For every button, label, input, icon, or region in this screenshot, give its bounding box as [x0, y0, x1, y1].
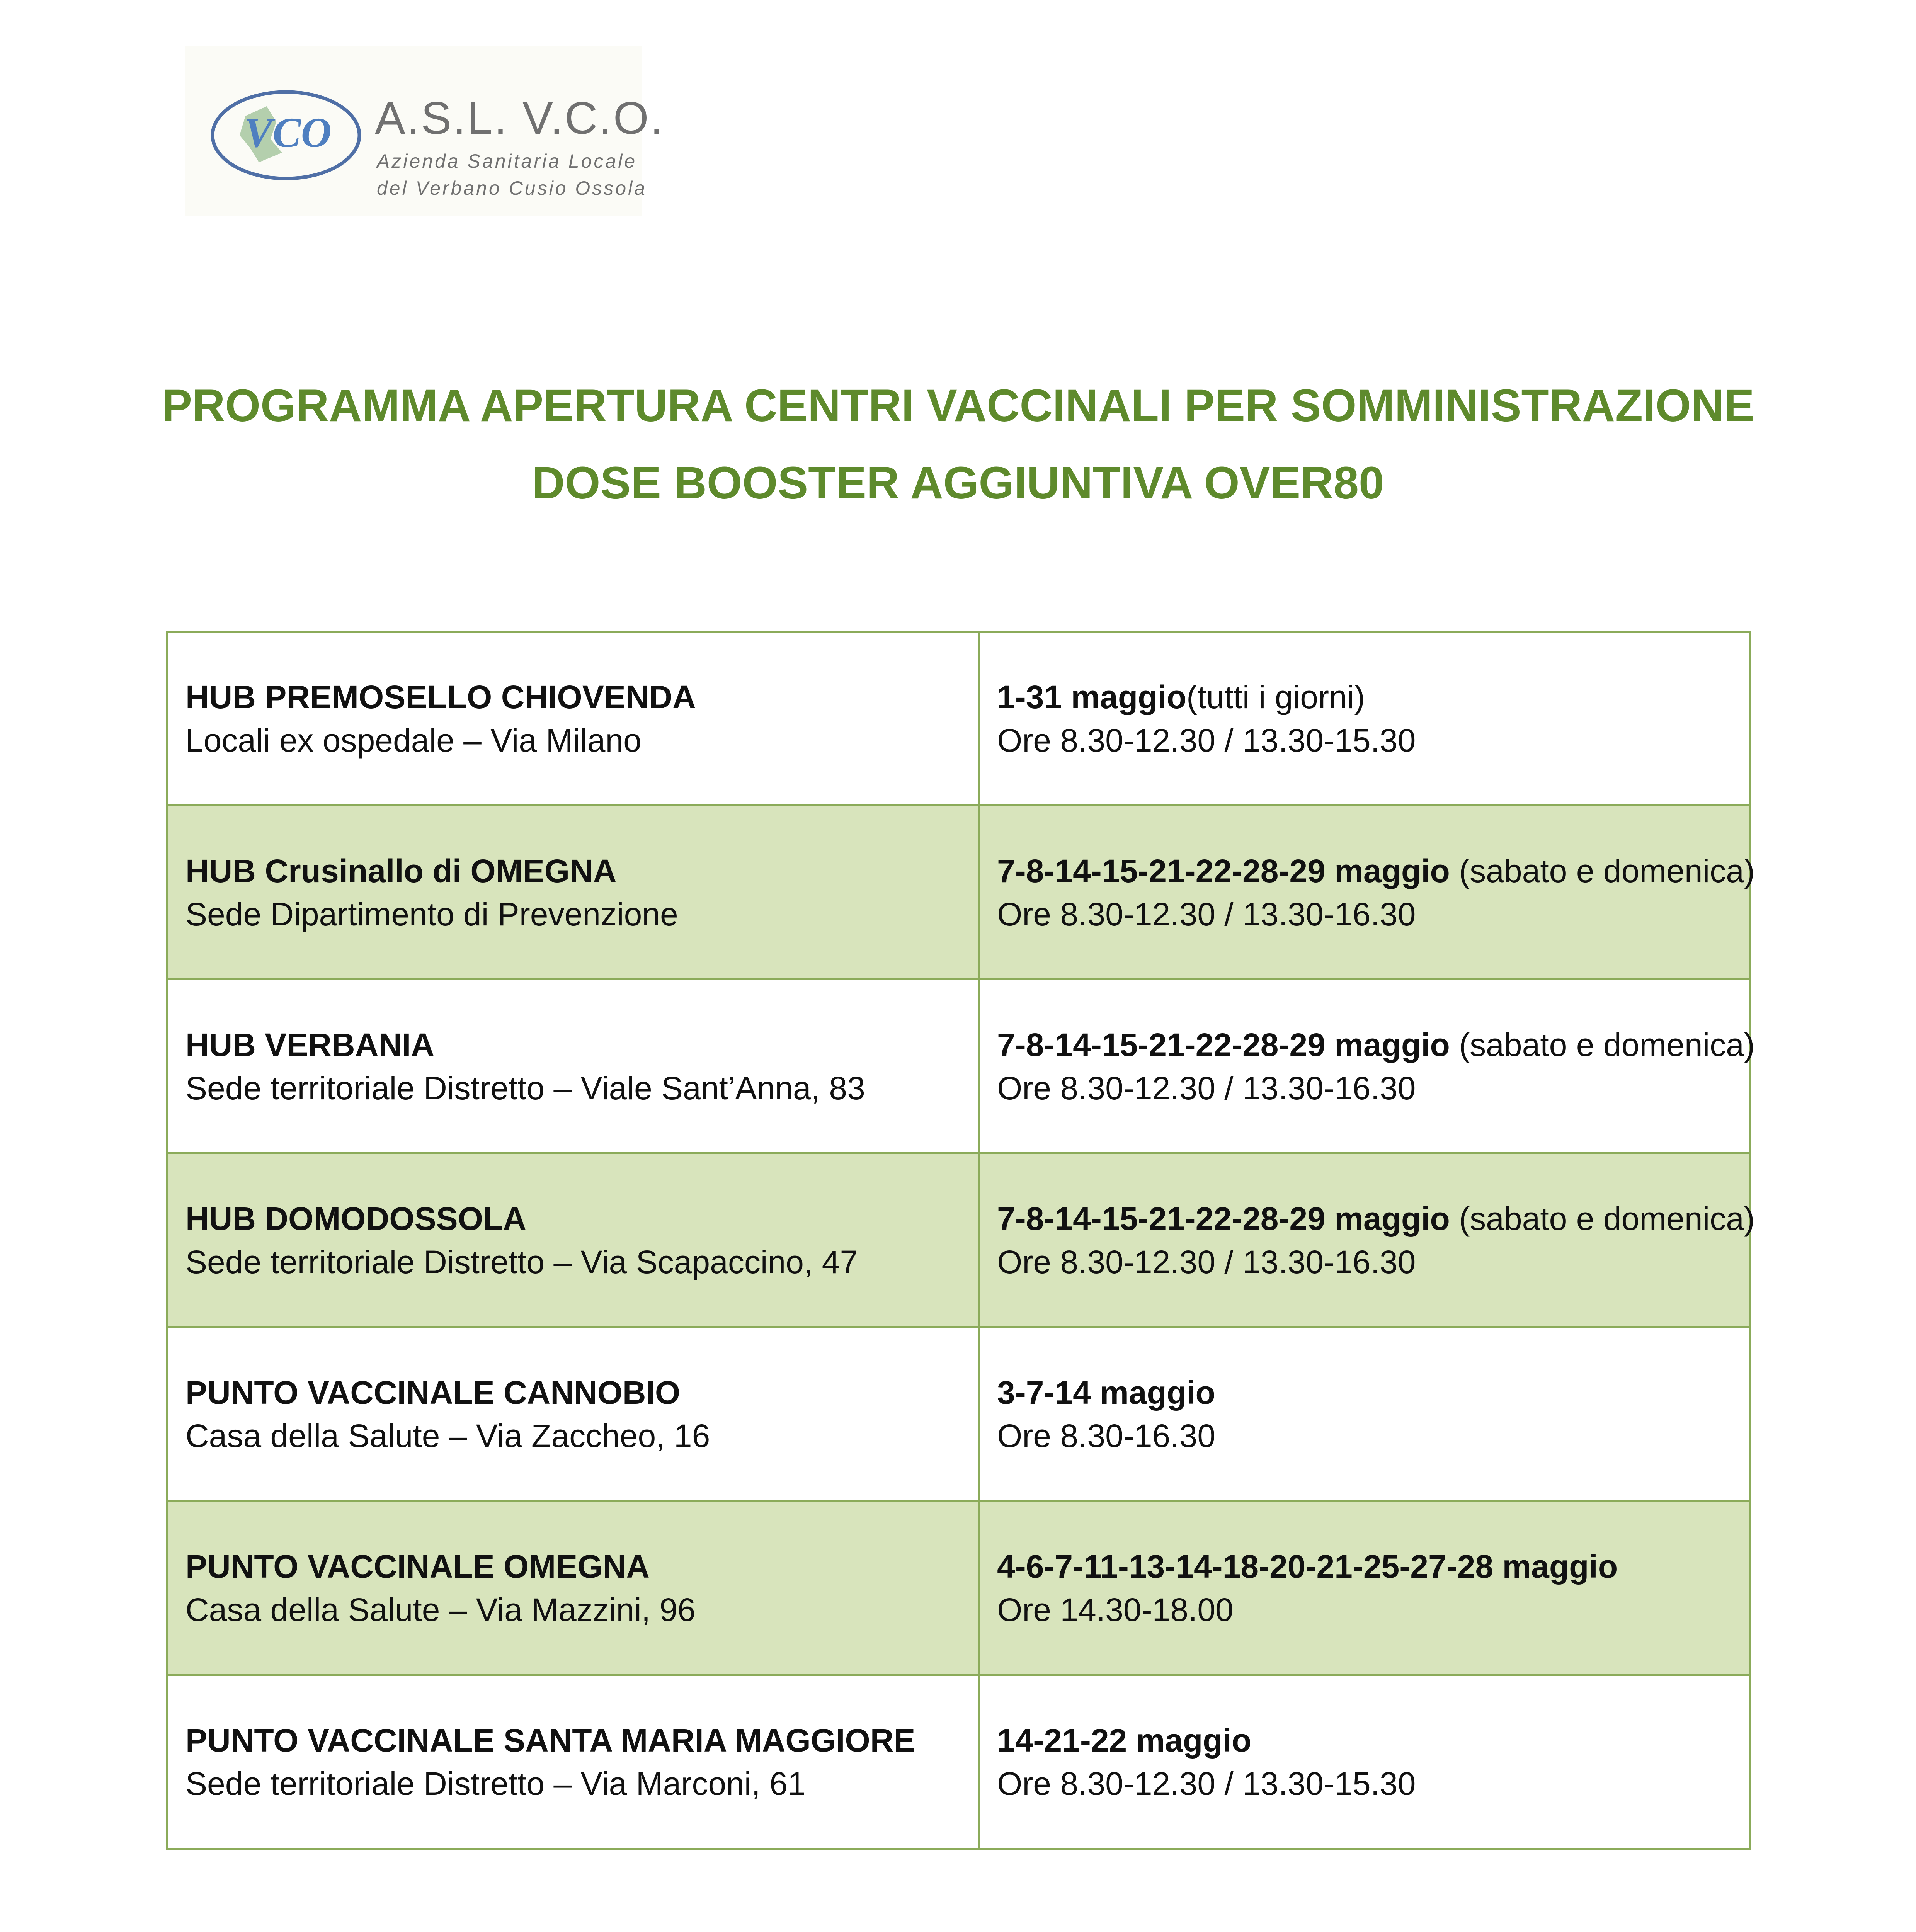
schedule-days: 14-21-22 maggio [997, 1722, 1252, 1759]
logo-subtitle-line2: del Verbano Cusio Ossola [377, 177, 647, 199]
schedule-hours: Ore 8.30-12.30 / 13.30-15.30 [997, 722, 1416, 759]
page-title-line2: DOSE BOOSTER AGGIUNTIVA OVER80 [532, 457, 1384, 509]
location-address: Casa della Salute – Via Mazzini, 96 [185, 1591, 696, 1628]
location-address: Sede territoriale Distretto – Via Scapaccino, 47 [185, 1243, 858, 1280]
table-row [167, 980, 1751, 1153]
schedule-days-line [997, 1371, 1749, 1414]
schedule-cell [979, 1675, 1751, 1849]
emblem-text: VCO [244, 109, 332, 156]
location-name: HUB VERBANIA [185, 1026, 435, 1063]
location-address: Sede territoriale Distretto – Viale Sant’Anna, 83 [185, 1070, 865, 1106]
schedule-days-line [997, 1023, 1755, 1066]
table-row [167, 1327, 1751, 1501]
schedule-days-note: (tutti i giorni) [1186, 679, 1365, 715]
schedule-cell [979, 1327, 1751, 1501]
location-cell [167, 980, 979, 1153]
page-title [0, 367, 1916, 522]
schedule-days-line [997, 1719, 1749, 1762]
schedule-days-line [997, 849, 1755, 893]
schedule-hours: Ore 8.30-16.30 [997, 1417, 1216, 1454]
location-address: Locali ex ospedale – Via Milano [185, 722, 642, 759]
location-cell [167, 1327, 979, 1501]
location-cell [167, 806, 979, 980]
location-name: PUNTO VACCINALE CANNOBIO [185, 1374, 681, 1411]
table-row [167, 632, 1751, 806]
table-row [167, 1501, 1751, 1675]
schedule-days: 1-31 maggio [997, 679, 1187, 715]
location-address: Sede territoriale Distretto – Via Marconi, 61 [185, 1765, 806, 1802]
location-address: Casa della Salute – Via Zaccheo, 16 [185, 1417, 710, 1454]
location-cell [167, 1153, 979, 1327]
schedule-cell [979, 806, 1755, 980]
schedule-hours: Ore 8.30-12.30 / 13.30-16.30 [997, 896, 1416, 932]
schedule-days-note: (sabato e domenica) [1450, 1200, 1755, 1237]
schedule-hours: Ore 8.30-12.30 / 13.30-15.30 [997, 1765, 1416, 1802]
schedule-days: 7-8-14-15-21-22-28-29 maggio [997, 1200, 1450, 1237]
location-cell [167, 1675, 979, 1849]
schedule-days-line [997, 1545, 1749, 1588]
table-row [167, 806, 1751, 980]
vco-emblem-icon [209, 89, 363, 182]
location-name: HUB PREMOSELLO CHIOVENDA [185, 679, 696, 715]
asl-logo [185, 46, 665, 216]
schedule-hours: Ore 14.30-18.00 [997, 1591, 1234, 1628]
location-cell [167, 1501, 979, 1675]
vaccination-schedule-table [166, 631, 1755, 1850]
schedule-days: 3-7-14 maggio [997, 1374, 1215, 1411]
schedule-days: 4-6-7-11-13-14-18-20-21-25-27-28 maggio [997, 1548, 1618, 1585]
schedule-days-line [997, 1197, 1755, 1240]
schedule-cell [979, 632, 1751, 806]
schedule-days-line [997, 675, 1749, 719]
location-name: HUB Crusinallo di OMEGNA [185, 852, 617, 889]
schedule-days: 7-8-14-15-21-22-28-29 maggio [997, 852, 1450, 889]
logo-title: A.S.L. V.C.O. [375, 93, 665, 144]
table-row [167, 1153, 1751, 1327]
schedule-cell [979, 1501, 1751, 1675]
table-row [167, 1675, 1751, 1849]
page-title-line1: PROGRAMMA APERTURA CENTRI VACCINALI PER SOMMINISTRAZIONE [162, 380, 1754, 431]
location-name: HUB DOMODOSSOLA [185, 1200, 526, 1237]
schedule-days: 7-8-14-15-21-22-28-29 maggio [997, 1026, 1450, 1063]
schedule-days-note: (sabato e domenica) [1450, 1026, 1755, 1063]
location-name: PUNTO VACCINALE OMEGNA [185, 1548, 650, 1585]
schedule-days-note: (sabato e domenica) [1450, 852, 1755, 889]
logo-subtitle-line1: Azienda Sanitaria Locale [377, 150, 637, 172]
schedule-cell [979, 1153, 1755, 1327]
schedule-hours: Ore 8.30-12.30 / 13.30-16.30 [997, 1070, 1416, 1106]
location-cell [167, 632, 979, 806]
schedule-cell [979, 980, 1755, 1153]
schedule-hours: Ore 8.30-12.30 / 13.30-16.30 [997, 1243, 1416, 1280]
location-address: Sede Dipartimento di Prevenzione [185, 896, 678, 932]
location-name: PUNTO VACCINALE SANTA MARIA MAGGIORE [185, 1722, 915, 1759]
